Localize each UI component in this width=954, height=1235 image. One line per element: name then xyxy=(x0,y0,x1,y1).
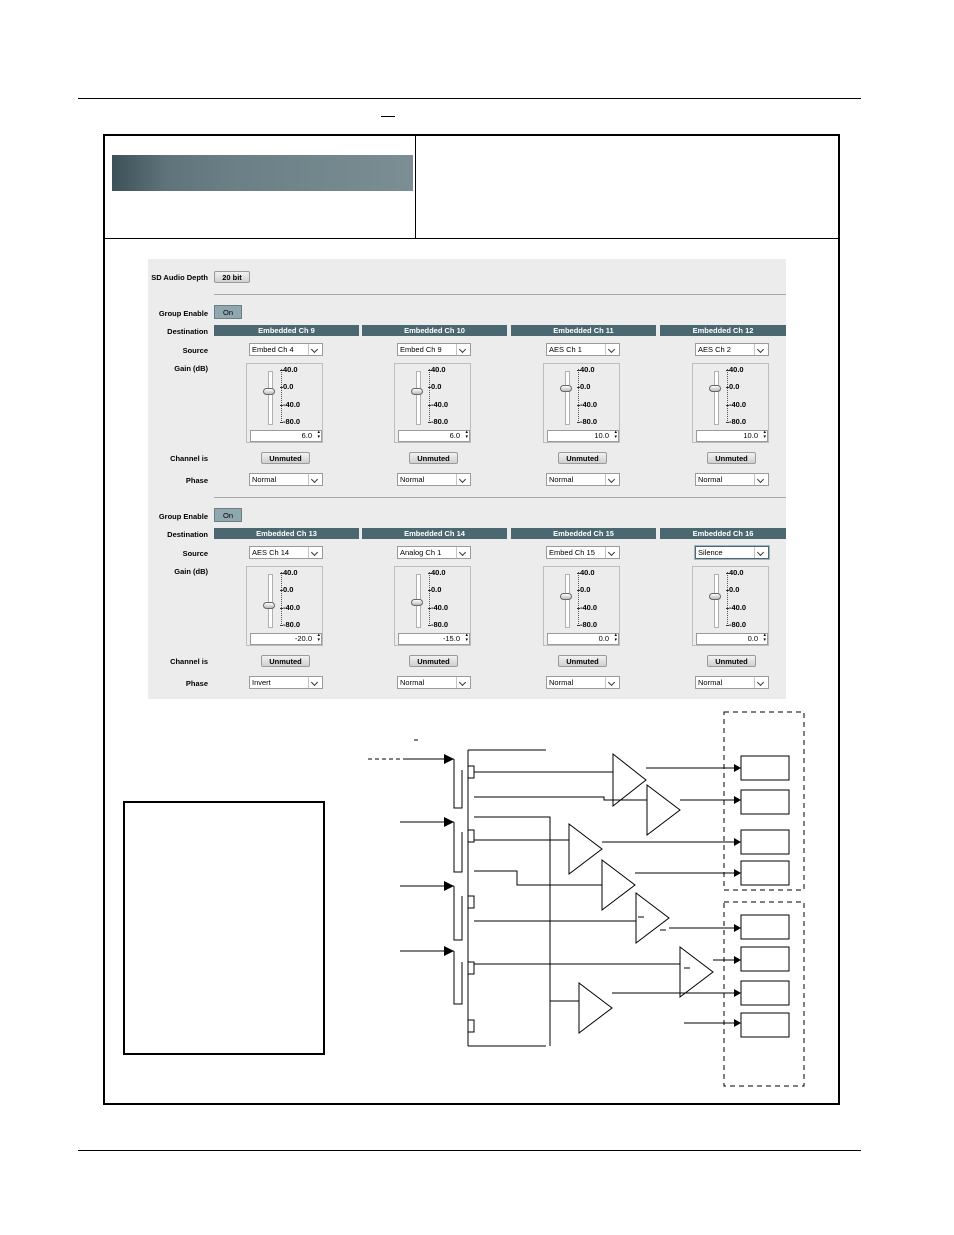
gain-scale-tick: -40.0 xyxy=(580,399,598,409)
phase-value: Normal xyxy=(549,475,574,484)
output-box-3 xyxy=(741,830,789,854)
output-box-8 xyxy=(741,1013,789,1037)
gain-scale-tick: -40.0 xyxy=(729,602,747,612)
output-box-1 xyxy=(741,756,789,780)
gain-scale-tick: -80.0 xyxy=(283,619,301,629)
gain-scale-tick: 0.0 xyxy=(283,382,294,392)
output-box-6 xyxy=(741,947,789,971)
gain-scale-tick: -80.0 xyxy=(729,416,747,426)
gain-spinner[interactable]: 6.0 ▴ ▾ xyxy=(250,430,322,442)
gain-scale-tick: -80.0 xyxy=(431,416,449,426)
gain-scale-tick: -40.0 xyxy=(283,399,301,409)
destination-header: Embedded Ch 15 xyxy=(511,528,656,539)
gain-scale-tick: 40.0 xyxy=(580,568,595,577)
amp-2 xyxy=(647,785,680,835)
gain-scale-tick: 0.0 xyxy=(580,382,591,392)
sd-audio-depth-label: SD Audio Depth xyxy=(151,273,208,282)
mute-button[interactable]: Unmuted xyxy=(707,655,756,667)
group-enable-toggle[interactable]: On xyxy=(214,508,242,522)
gain-scale-tick: 40.0 xyxy=(283,365,298,374)
phase-value: Normal xyxy=(698,475,723,484)
gain-spinner[interactable]: 0.0 ▴ ▾ xyxy=(547,633,619,645)
gain-spinner[interactable]: 6.0 ▴ ▾ xyxy=(398,430,470,442)
channel-is-label: Channel is xyxy=(170,657,208,666)
phase-value: Invert xyxy=(252,678,271,687)
destination-header: Embedded Ch 13 xyxy=(214,528,359,539)
destination-label: Destination xyxy=(167,530,208,539)
output-box-5 xyxy=(741,915,789,939)
group-enable-toggle[interactable]: On xyxy=(214,305,242,319)
destination-header: Embedded Ch 12 xyxy=(660,325,786,336)
phase-value: Normal xyxy=(252,475,277,484)
sd-audio-depth-button[interactable]: 20 bit xyxy=(214,271,250,283)
gain-spinner[interactable]: 10.0 ▴ ▾ xyxy=(696,430,768,442)
source-value: Silence xyxy=(698,548,723,557)
group-enable-label: Group Enable xyxy=(158,309,208,318)
gain-label: Gain (dB) xyxy=(174,364,208,373)
amp-7 xyxy=(579,983,612,1033)
gain-spinner[interactable]: 10.0 ▴ ▾ xyxy=(547,430,619,442)
source-value: AES Ch 1 xyxy=(549,345,582,354)
phase-value: Normal xyxy=(400,678,425,687)
channel-is-label: Channel is xyxy=(170,454,208,463)
destination-header: Embedded Ch 11 xyxy=(511,325,656,336)
gain-spinner[interactable]: 0.0 ▴ ▾ xyxy=(696,633,768,645)
mute-button[interactable]: Unmuted xyxy=(409,655,458,667)
destination-header: Embedded Ch 9 xyxy=(214,325,359,336)
gain-scale-tick: 40.0 xyxy=(431,365,446,374)
phase-label: Phase xyxy=(185,679,208,688)
source-value: Analog Ch 1 xyxy=(400,548,442,557)
gain-spinner[interactable]: -15.0 ▴ ▾ xyxy=(398,633,470,645)
gain-scale-tick: 40.0 xyxy=(580,365,595,374)
source-value: Embed Ch 4 xyxy=(252,345,294,354)
output-box-2 xyxy=(741,790,789,814)
gain-scale-tick: 40.0 xyxy=(283,568,298,577)
phase-value: Normal xyxy=(549,678,574,687)
gain-scale-tick: -80.0 xyxy=(729,619,747,629)
gain-scale-tick: -80.0 xyxy=(283,416,301,426)
source-label: Source xyxy=(182,549,208,558)
output-box-4 xyxy=(741,861,789,885)
destination-label: Destination xyxy=(167,327,208,336)
group-enable-label: Group Enable xyxy=(158,512,208,521)
gain-scale-tick: -40.0 xyxy=(431,602,449,612)
gain-scale-tick: 40.0 xyxy=(431,568,446,577)
gain-scale-tick: 0.0 xyxy=(729,382,740,392)
mute-button[interactable]: Unmuted xyxy=(409,452,458,464)
source-value: Embed Ch 9 xyxy=(400,345,442,354)
gain-scale-tick: -40.0 xyxy=(431,399,449,409)
amp-5 xyxy=(636,893,669,943)
gain-scale-tick: 40.0 xyxy=(729,365,744,374)
mute-button[interactable]: Unmuted xyxy=(558,655,607,667)
gain-spinner[interactable]: -20.0 ▴ ▾ xyxy=(250,633,322,645)
mute-button[interactable]: Unmuted xyxy=(707,452,756,464)
gain-scale-tick: 0.0 xyxy=(283,585,294,595)
source-value: AES Ch 14 xyxy=(252,548,290,557)
destination-header: Embedded Ch 14 xyxy=(362,528,507,539)
amp-1 xyxy=(613,754,646,806)
phase-value: Normal xyxy=(400,475,425,484)
gain-scale-tick: 40.0 xyxy=(729,568,744,577)
gain-scale-tick: -80.0 xyxy=(580,619,598,629)
gain-scale-tick: 0.0 xyxy=(580,585,591,595)
gain-scale-tick: -40.0 xyxy=(283,602,301,612)
destination-header: Embedded Ch 16 xyxy=(660,528,786,539)
gain-scale-tick: 0.0 xyxy=(431,585,442,595)
destination-header: Embedded Ch 10 xyxy=(362,325,507,336)
mute-button[interactable]: Unmuted xyxy=(558,452,607,464)
source-label: Source xyxy=(182,346,208,355)
amp-6 xyxy=(680,947,713,997)
gain-scale-tick: 0.0 xyxy=(729,585,740,595)
source-value: AES Ch 2 xyxy=(698,345,731,354)
legend-box xyxy=(124,802,324,1054)
amp-4 xyxy=(602,860,635,910)
source-value: Embed Ch 15 xyxy=(549,548,595,557)
gain-scale-tick: -80.0 xyxy=(580,416,598,426)
output-box-7 xyxy=(741,981,789,1005)
amp-3 xyxy=(569,824,602,874)
gain-scale-tick: -80.0 xyxy=(431,619,449,629)
phase-label: Phase xyxy=(185,476,208,485)
gain-scale-tick: 0.0 xyxy=(431,382,442,392)
gain-scale-tick: -40.0 xyxy=(729,399,747,409)
mute-button[interactable]: Unmuted xyxy=(261,655,310,667)
mute-button[interactable]: Unmuted xyxy=(261,452,310,464)
gain-scale-tick: -40.0 xyxy=(580,602,598,612)
phase-value: Normal xyxy=(698,678,723,687)
gain-label: Gain (dB) xyxy=(174,567,208,576)
